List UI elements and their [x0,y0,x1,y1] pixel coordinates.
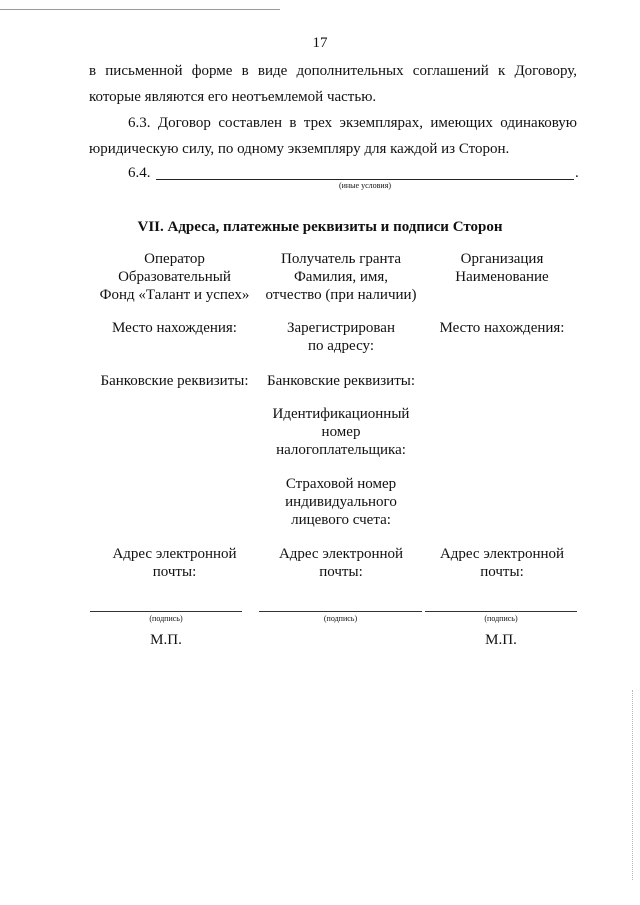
recipient-insurance-line: лицевого счета: [291,512,391,528]
operator-signature-line [90,611,242,612]
operator-email-line: почты: [152,564,197,580]
clause-6-4-number: 6.4. [128,165,151,181]
organization-stamp-mark: М.П. [485,632,517,648]
recipient-bank-label: Банковские реквизиты: [266,373,415,389]
paragraph-line: которые являются его неотъемлемой частью. [89,89,377,105]
recipient-email-line: Адрес электронной [278,546,404,562]
organization-heading-line: Организация [460,251,544,267]
page-number: 17 [312,35,328,51]
organization-signature-caption: (подпись) [484,614,518,623]
organization-heading-line: Наименование [455,269,549,285]
operator-email-label [89,545,260,581]
recipient-registration-line: Зарегистрирован [286,320,395,336]
clause-6-4-blank-line [156,179,574,180]
operator-heading-line: Образовательный [118,269,231,285]
paragraph-line: в письменной форме в виде дополнительных соглашений к Договору, [89,63,577,79]
recipient-email-line: почты: [319,564,363,580]
organization-email-line: почты: [480,564,524,580]
scan-artifact-edge [632,690,633,880]
recipient-tax-id-line: налогоплательщика: [276,442,406,458]
operator-signature-caption: (подпись) [149,614,183,623]
organization-heading [422,250,582,286]
recipient-signature-line [259,611,422,612]
recipient-insurance-line: индивидуального [285,494,397,510]
organization-email-label [422,545,582,581]
recipient-heading-line: Фамилия, имя, [293,269,389,285]
clause-6-3-line: юридическую силу, по одному экземпляру для каждой из Сторон. [89,141,510,157]
scan-artifact-line [0,9,280,10]
recipient-heading [254,250,428,304]
clause-6-3-line: 6.3. Договор составлен в трех экземплярах, имеющих одинаковую [128,115,577,131]
recipient-tax-id-label [254,405,428,459]
operator-email-line: Адрес электронной [112,546,237,562]
recipient-registration-label [254,319,428,355]
operator-heading-line: Фонд «Талант и успех» [99,287,250,303]
recipient-tax-id-line: номер [321,424,361,440]
clause-6-4-end-mark: . [575,165,579,181]
operator-stamp-mark: М.П. [150,632,182,648]
organization-email-line: Адрес электронной [439,546,565,562]
operator-location-label: Место нахождения: [112,320,237,336]
operator-bank-label: Банковские реквизиты: [100,373,249,389]
organization-signature-line [425,611,577,612]
recipient-insurance-label [254,475,428,529]
recipient-registration-line: по адресу: [307,338,375,354]
recipient-tax-id-line: Идентификационный [272,406,410,422]
operator-heading [89,250,260,304]
recipient-email-label [254,545,428,581]
organization-location-label: Место нахождения: [439,320,565,336]
section-title: VII. Адреса, платежные реквизиты и подписи Сторон [137,219,503,235]
recipient-heading-line: отчество (при наличии) [265,287,417,303]
recipient-insurance-line: Страховой номер [285,476,397,492]
recipient-signature-caption: (подпись) [323,614,358,623]
clause-6-4-caption: (иные условия) [338,181,392,190]
recipient-heading-line: Получатель гранта [281,251,401,267]
operator-heading-line: Оператор [144,251,205,267]
